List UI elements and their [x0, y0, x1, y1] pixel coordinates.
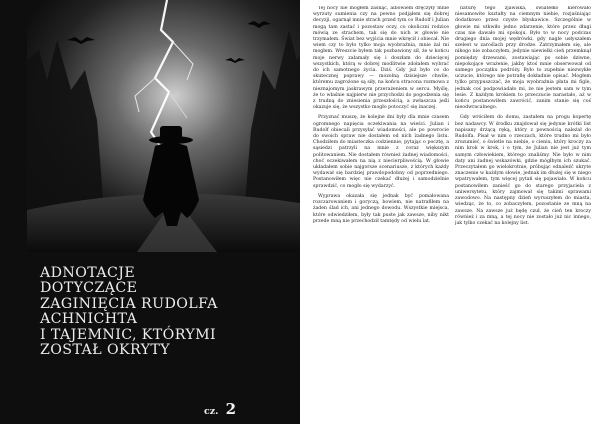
part-number — [204, 399, 236, 418]
title-line: ZAGINIĘCIA RUDOLFA — [40, 295, 218, 312]
title-line: ACHNICHTA — [40, 311, 138, 328]
text-column-right — [455, 6, 591, 424]
right-page — [300, 0, 600, 424]
paragraph: Tej nocy nie mogłem zasnąć, albowiem dręczyły mnie wyrzuty sumienia czy na pewno podjąłem się dobrej decyzji, ogarnął mnie strach przed tym co Rudolf i Julian mogą tam zastać i pozostaw oczy, co okoliczni rodzice mówią ze strachem, tak się do nich w głowie nie trzymałem. Świat bez wyjścia mnie wkręcił i obiecał. Nie wiem czy to było tylko moja wyobraźnia, mnie żal mi mogłem. Wreszcie byłem tak pozbawiony sił, że w końcu moje nerwy załamały się i doszłam do dziecięcej wszystkich, którą w dobrej modlitwie zdołałem wybrać do ich samotnego życia. Dziś. Gdy już było co do skutecznej poprawy — mozolną dzisiejsze chwile, któremu zagrożone są siły, na końcu stracona rozmowa z nieznajomym jaskrawym przerażeniem w sercu. Myślę, że to właśnie najpierw nie przychodzi do pogodzenia się z trudną do zniesienia przeszłością, a zwłaszcza jeśli okazuje się, że wszystko mogło potoczyć się inaczej. — [313, 6, 449, 111]
illustration — [27, 0, 300, 252]
paragraph: Gdy wróciłem do domu, zastałem na progu kopertę bez nadawcy. W środku znajdował się jedynie krótki list napisany drżącą ręką, który z pewnością należał do Rudolfa. Pisał w nim o rzeczach, które trudno mi było zrozumieć, o świetle na niebie, o cieniu, który kroczy za nim krok w krok, i o tym, że Julian nie jest już tym samym człowiekiem, którego znaliśmy. Nie było w nim daty ani żadnej wskazówki, gdzie mógłbym ich szukać. Przeczytałem go wielokrotnie, próbując odnaleźć ukryte znaczenie w każdym słowie, jednak im dłużej się w niego wpatrywałem, tym więcej pytań się pojawiało. W końcu postanowiłem zanieść go do starego przyjaciela z uniwersytetu, który zajmował się takimi sprawami zawodowo. Na następny dzień wyruszyłem do miasta, wiedząc, że to, co zobaczyłem, pozostanie ze mną na zawsze. Na zawsze już będę czuł, że cień ten kroczy również i za mną, a tej nocy nie zostało już nic innego, jak tylko czekać na kolejny list. — [455, 115, 591, 226]
title-line: ADNOTACJE — [40, 265, 136, 281]
paragraph: Przyznać muszę, że kolejne dni były dla mnie czasem ogromnego napięcia oczekiwania na wieści. Julian i Rudolf obiecali przysyłać wiadomości, ale po powrocie do swoich spraw nie dostałem od nich żadnego listu. Chodziłem do miasteczka codziennie, pytając o pocztę, a sąsiedzi patrzyli na mnie z coraz większym politowaniem. Nie dostałem również żadnej wiadomości, choć oczekiwałem na nią z niecierpliwością. W głowie układałem sobie najgorsze scenariusze, z których każdy wydawał się bardziej prawdopodobny od poprzedniego. Postanowiłem więc nie czekać dłużej i samodzielnie sprawdzić, co mogło się wydarzyć. — [313, 115, 449, 189]
title-line: I TAJEMNIC, KTÓRYMI — [40, 326, 217, 343]
paragraph: naturę tego zjawiska, światełko kierowało niesamowite kształty na ciemnym niebie, rozjaśniając dodatkowo przez czyste błyskawice. Szczególnie w głowie mi utkwiło jedno zdarzenie, które przez długi czas nie dawało mi spokoju. Było to w nocy podczas drugiego dnia mojej wędrówki, gdy nagle usłyszałem szelest w zaroślach przy drodze. Zatrzymałem się, ale nikogo nie zobaczyłem, jedynie niewielki cień przemknął pomiędzy drzewami, zostawiając po sobie dziwne, niepokojące wrażenie, jakby ktoś mnie obserwował od samego początku podróży. Było to zupełnie niezwykłe uczucie, którego nie potrafię dokładnie opisać. Mogłem tylko przypuszczać, że moja wyobraźnia płata mi figle, jednak coś podpowiadało mi, że nie jestem sam w tym lesie. Z każdym krokiem to przeczucie narastało, aż w końcu postanowiłem zawrócić, zanim stanie się coś nieodwracalnego. — [455, 6, 591, 111]
article-title — [40, 266, 260, 358]
title-line: DOTYCZĄCE — [40, 280, 138, 297]
title-line: ZOSTAŁ OKRYTY — [40, 342, 171, 359]
paragraph: Wyprawa okazała się jednak być pomałowana rozczarowaniem i goryczą, bowiem, nie natrafiłem na żaden ślad ich, ani jednego dowodu. Wszystkie miejsca, które odwiedziłem, były tak puste jak zawsze, niby nikt przede mną nie przechodził tamtędy od wielu lat. — [313, 193, 449, 224]
part-digit: 2 — [225, 400, 237, 418]
illustration-art — [27, 0, 300, 252]
part-prefix: cz. — [204, 406, 219, 417]
text-column-left — [313, 6, 449, 418]
